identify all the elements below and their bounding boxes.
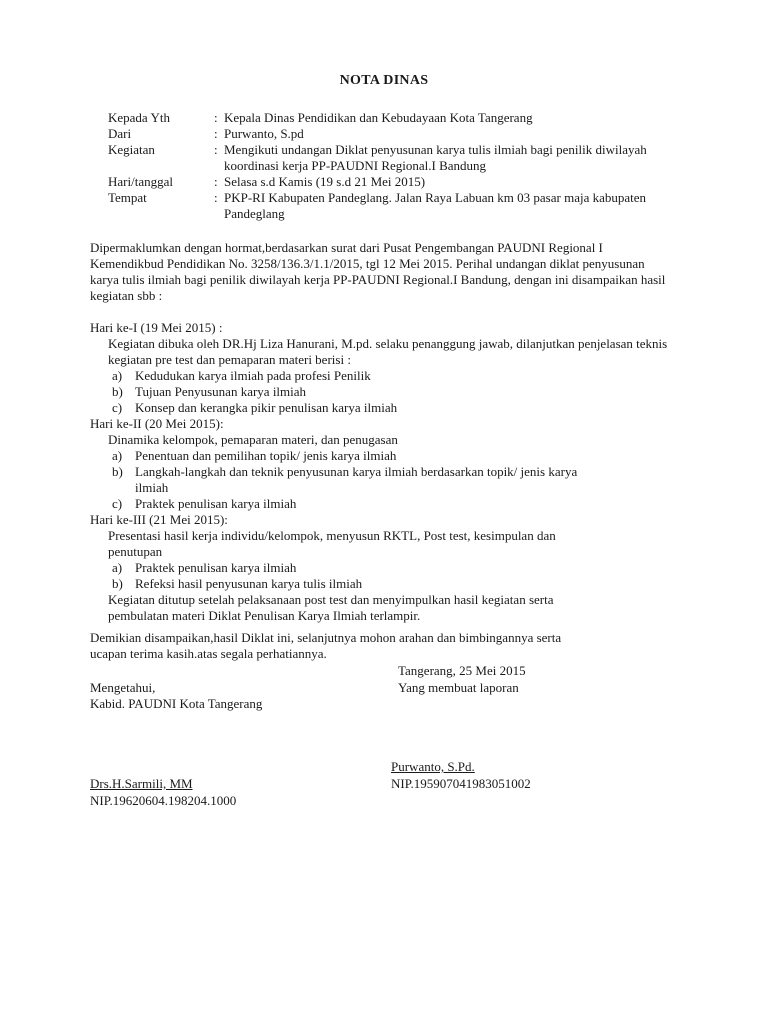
intro-line: karya tulis ilmiah bagi penilik diwilayah kerja PP-PAUDNI Regional.I Bandung, dengan ini disampaikan hasil — [90, 272, 666, 287]
list-marker: a) — [112, 560, 123, 575]
list-item-text: Tujuan Penyusunan karya ilmiah — [135, 384, 307, 399]
list-item-text: Kedudukan karya ilmiah pada profesi Penilik — [135, 368, 371, 383]
intro-line: kegiatan sbb : — [90, 288, 163, 303]
header-label: Kepada Yth — [108, 110, 170, 125]
day-description-line: Presentasi hasil kerja individu/kelompok, menyusun RKTL, Post test, kesimpulan dan — [108, 528, 556, 543]
closing-line: ucapan terima kasih.atas segala perhatiannya. — [90, 646, 327, 661]
list-marker: b) — [112, 576, 123, 591]
header-separator: : — [214, 110, 218, 125]
header-value-continued: Pandeglang — [224, 206, 285, 221]
list-item-text: Praktek penulisan karya ilmiah — [135, 496, 297, 511]
list-item-text: Konsep dan kerangka pikir penulisan karya ilmiah — [135, 400, 398, 415]
header-value: Kepala Dinas Pendidikan dan Kebudayaan Kota Tangerang — [224, 110, 533, 125]
maker-name: Purwanto, S.Pd. — [391, 759, 475, 774]
header-label: Kegiatan — [108, 142, 155, 157]
header-label: Dari — [108, 126, 132, 141]
day-description-line: Dinamika kelompok, pemaparan materi, dan penugasan — [108, 432, 398, 447]
day-heading: Hari ke-III (21 Mei 2015): — [90, 512, 228, 527]
day-description-line: Kegiatan dibuka oleh DR.Hj Liza Hanurani, M.pd. selaku penanggung jawab, dilanjutkan penjelasan teknis — [108, 336, 668, 351]
list-item — [90, 576, 760, 592]
closing-line: Demikian disampaikan,hasil Diklat ini, selanjutnya mohon arahan dan bimbingannya serta — [90, 630, 562, 645]
header-value: Mengikuti undangan Diklat penyusunan karya tulis ilmiah bagi penilik diwilayah — [224, 142, 647, 157]
closing-activity-line: pembulatan materi Diklat Penulisan Karya Ilmiah terlampir. — [108, 608, 421, 623]
header-row-dari — [108, 126, 738, 142]
header-row-tempat — [108, 190, 738, 222]
list-item — [90, 464, 760, 496]
intro-line: Dipermaklumkan dengan hormat,berdasarkan surat dari Pusat Pengembangan PAUDNI Regional I — [90, 240, 603, 255]
list-item — [90, 384, 760, 400]
day-heading: Hari ke-II (20 Mei 2015): — [90, 416, 224, 431]
list-item-text: Refeksi hasil penyusunan karya tulis ilmiah — [135, 576, 363, 591]
list-item — [90, 496, 760, 512]
header-separator: : — [214, 190, 218, 205]
header-value: PKP-RI Kabupaten Pandeglang. Jalan Raya Labuan km 03 pasar maja kabupaten — [224, 190, 647, 205]
list-item-text: Praktek penulisan karya ilmiah — [135, 560, 297, 575]
header-label: Hari/tanggal — [108, 174, 173, 189]
intro-paragraph — [90, 240, 760, 304]
acknowledge-nip: NIP.19620604.198204.1000 — [90, 793, 237, 808]
list-marker: a) — [112, 448, 123, 463]
document-title: NOTA DINAS — [339, 73, 429, 88]
acknowledge-role: Kabid. PAUDNI Kota Tangerang — [90, 696, 263, 711]
list-marker: b) — [112, 464, 123, 479]
list-item — [90, 368, 760, 384]
report-maker-label: Yang membuat laporan — [398, 680, 519, 695]
header-block — [108, 110, 738, 222]
day-description-line: kegiatan pre test dan pemaparan materi berisi : — [108, 352, 351, 367]
list-item — [90, 448, 760, 464]
list-item-text: ilmiah — [135, 480, 169, 495]
header-value-continued: koordinasi kerja PP-PAUDNI Regional.I Bandung — [224, 158, 487, 173]
list-marker: c) — [112, 400, 123, 415]
header-separator: : — [214, 126, 218, 141]
header-row-kegiatan — [108, 142, 738, 174]
maker-nip: NIP.195907041983051002 — [391, 776, 531, 791]
header-row-hari-tanggal — [108, 174, 738, 190]
list-marker: c) — [112, 496, 123, 511]
list-item-text: Penentuan dan pemilihan topik/ jenis karya ilmiah — [135, 448, 397, 463]
day-description-line: penutupan — [108, 544, 163, 559]
list-marker: a) — [112, 368, 123, 383]
header-label: Tempat — [108, 190, 147, 205]
acknowledge-label: Mengetahui, — [90, 680, 156, 695]
list-item — [90, 400, 760, 416]
closing-activity-line: Kegiatan ditutup setelah pelaksanaan post test dan menyimpulkan hasil kegiatan serta — [108, 592, 554, 607]
list-marker: b) — [112, 384, 123, 399]
acknowledge-name: Drs.H.Sarmili, MM — [90, 776, 193, 791]
activity-days — [90, 320, 760, 624]
header-row-kepada — [108, 110, 738, 126]
intro-line: Kemendikbud Pendidikan No. 3258/136.3/1.1/2015, tgl 12 Mei 2015. Perihal undangan diklat penyusunan — [90, 256, 645, 271]
day-heading: Hari ke-I (19 Mei 2015) : — [90, 320, 223, 335]
header-separator: : — [214, 174, 218, 189]
header-separator: : — [214, 142, 218, 157]
list-item-text: Langkah-langkah dan teknik penyusunan karya ilmiah berdasarkan topik/ jenis karya — [135, 464, 578, 479]
closing-paragraph — [90, 630, 710, 662]
header-value: Selasa s.d Kamis (19 s.d 21 Mei 2015) — [224, 174, 426, 189]
report-date: Tangerang, 25 Mei 2015 — [398, 663, 526, 678]
header-value: Purwanto, S.pd — [224, 126, 304, 141]
list-item — [90, 560, 760, 576]
